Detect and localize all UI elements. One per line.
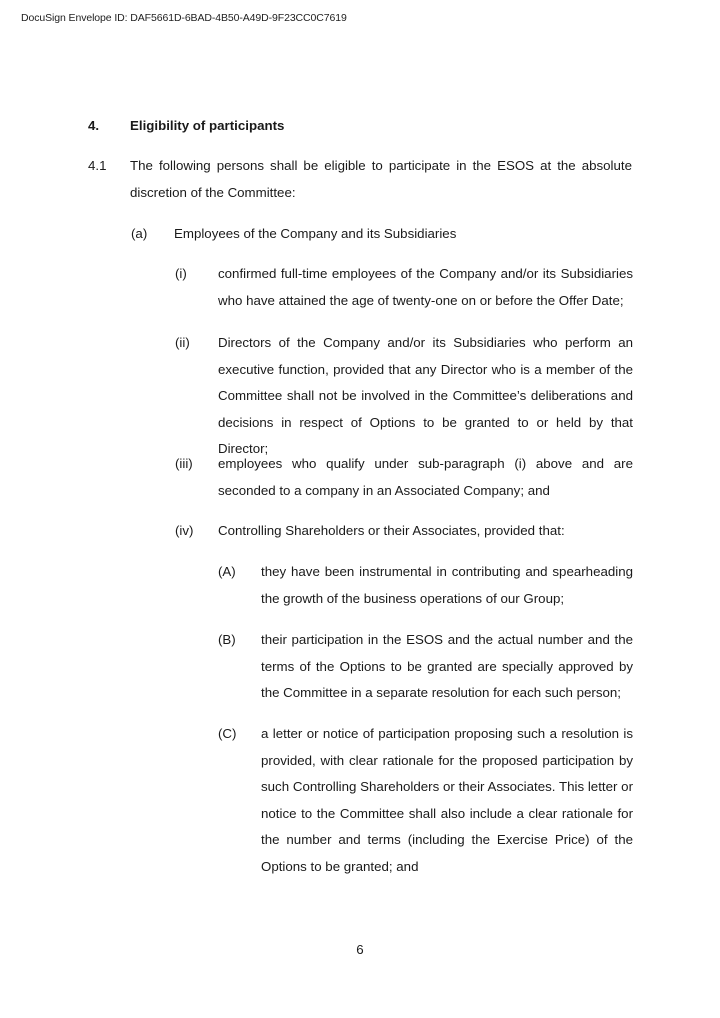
sub-item-text: [218, 451, 633, 504]
sub-item-line: executive function, provided that any Director who is a member of the: [218, 361, 633, 377]
sub-item-line: Controlling Shareholders or their Associates, provided that:: [218, 523, 565, 538]
sub-item-line: Directors of the Company and/or its Subsidiaries who perform an: [218, 335, 633, 350]
sub-item-text: [218, 261, 633, 314]
sub-item-line: seconded to a company in an Associated Company; and: [218, 482, 550, 498]
condition-text: [261, 721, 633, 880]
condition-line: terms of the Options to be granted are specially approved by: [261, 658, 633, 674]
clause-line: discretion of the Committee:: [130, 184, 296, 200]
condition-line: the number and terms (including the Exercise Price) of the: [261, 832, 633, 847]
condition-line: the growth of the business operations of our Group;: [261, 590, 565, 606]
condition-line: their participation in the ESOS and the actual number and the: [261, 632, 633, 647]
sub-item-label: (i): [175, 266, 187, 281]
page-number: 6: [356, 942, 364, 957]
condition-line: Options to be granted; and: [261, 858, 419, 874]
section-title: Eligibility of participants: [130, 118, 285, 133]
sub-item-line: Committee shall not be involved in the Committee’s deliberations and: [218, 388, 633, 403]
condition-line: the Committee in a separate resolution for each such person;: [261, 685, 621, 700]
condition-text: [261, 559, 633, 612]
sub-item-text: [218, 330, 633, 463]
clause-line: The following persons shall be eligible to participate in the ESOS at the absolute: [130, 158, 632, 173]
sub-item-line: employees who qualify under sub-paragraph (i) above and are: [218, 456, 633, 471]
condition-line: notice to the Committee shall also include a clear rationale for: [261, 805, 633, 821]
section-number: 4.: [88, 118, 100, 133]
sub-item-line: decisions in respect of Options to be granted to or held by that Director;: [218, 414, 633, 456]
condition-line: they have been instrumental in contributing and spearheading: [261, 564, 633, 579]
sub-item-label: (iii): [175, 456, 193, 471]
sub-item-label: (ii): [175, 335, 190, 350]
sub-item-line: confirmed full-time employees of the Company and/or its Subsidiaries: [218, 266, 633, 281]
condition-line: a letter or notice of participation proposing such a resolution is: [261, 726, 633, 741]
item-label: (a): [131, 226, 148, 241]
condition-text: [261, 627, 633, 707]
clause-text: [130, 153, 632, 206]
sub-item-label: (iv): [175, 523, 194, 538]
condition-label: (C): [218, 726, 237, 741]
sub-item-line: who have attained the age of twenty-one on or before the Offer Date;: [218, 292, 624, 308]
sub-item-text: [218, 518, 633, 545]
clause-number: 4.1: [88, 158, 107, 173]
condition-label: (A): [218, 564, 236, 579]
docusign-envelope-id: DocuSign Envelope ID: DAF5661D-6BAD-4B50-A49D-9F23CC0C7619: [21, 12, 347, 24]
condition-label: (B): [218, 632, 236, 647]
condition-line: such Controlling Shareholders or their Associates. This letter or: [261, 779, 633, 794]
condition-line: provided, with clear rationale for the proposed participation by: [261, 752, 633, 768]
item-text: Employees of the Company and its Subsidiaries: [174, 226, 457, 241]
